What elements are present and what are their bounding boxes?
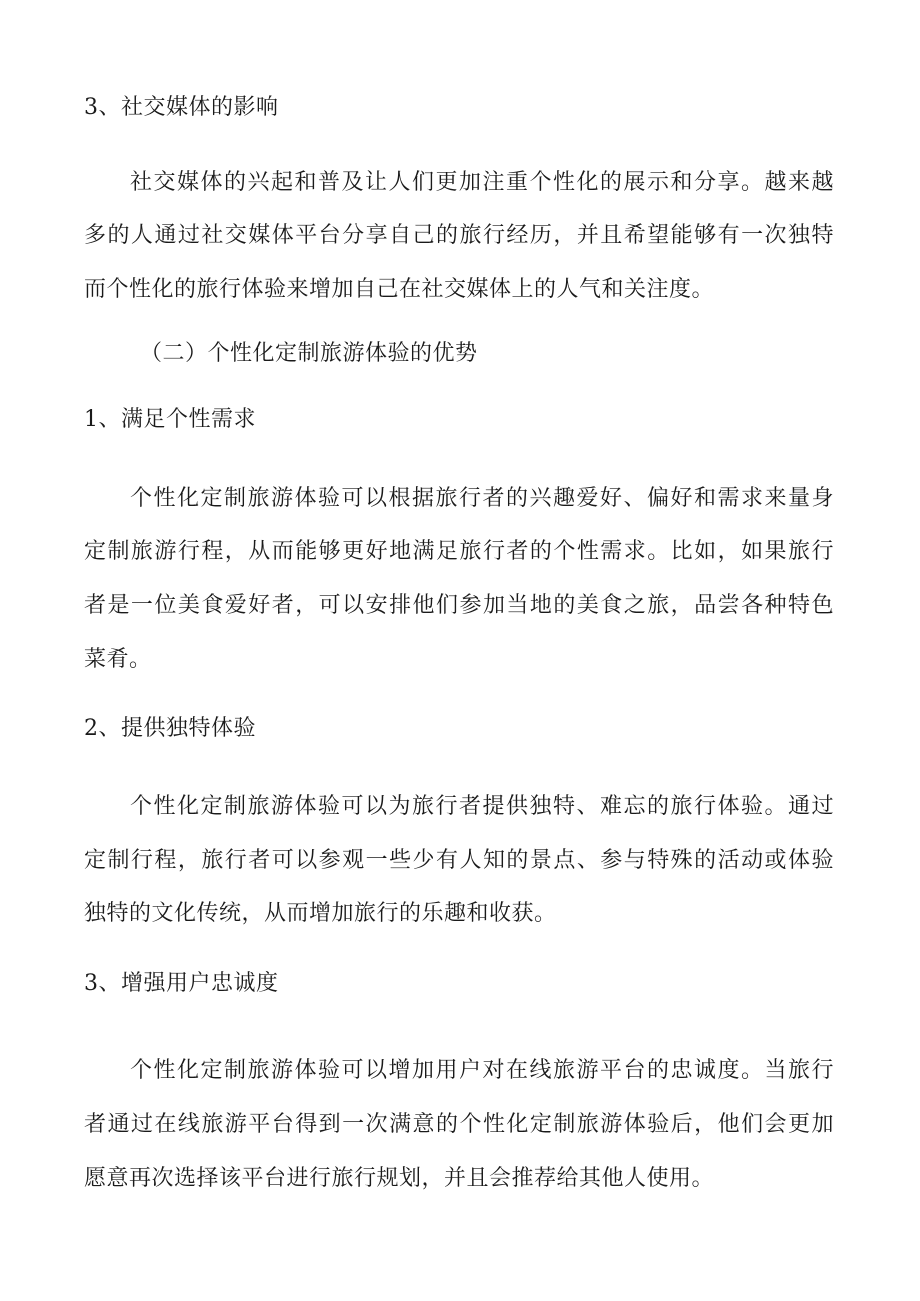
paragraph-line: 菜肴。 bbox=[84, 647, 152, 672]
paragraph-line: 多的人通过社交媒体平台分享自己的旅行经历，并且希望能够有一次独特 bbox=[84, 223, 834, 248]
section-heading-user-loyalty: 3、增强用户忠诚度 bbox=[84, 971, 279, 996]
subsection-heading-advantages: （二）个性化定制旅游体验的优势 bbox=[140, 341, 478, 366]
paragraph-line: 者通过在线旅游平台得到一次满意的个性化定制旅游体验后，他们会更加 bbox=[84, 1112, 834, 1137]
paragraph-line: 社交媒体的兴起和普及让人们更加注重个性化的展示和分享。越来越 bbox=[130, 170, 834, 195]
paragraph-line: 个性化定制旅游体验可以根据旅行者的兴趣爱好、偏好和需求来量身 bbox=[130, 486, 834, 511]
paragraph-line: 而个性化的旅行体验来增加自己在社交媒体上的人气和关注度。 bbox=[84, 277, 715, 302]
paragraph-line: 个性化定制旅游体验可以增加用户对在线旅游平台的忠诚度。当旅行 bbox=[130, 1058, 834, 1083]
paragraph-line: 定制旅游行程，从而能够更好地满足旅行者的个性需求。比如，如果旅行 bbox=[84, 539, 834, 564]
paragraph-line: 个性化定制旅游体验可以为旅行者提供独特、难忘的旅行体验。通过 bbox=[130, 794, 834, 819]
paragraph-line: 定制行程，旅行者可以参观一些少有人知的景点、参与特殊的活动或体验 bbox=[84, 848, 834, 873]
paragraph-line: 独特的文化传统，从而增加旅行的乐趣和收获。 bbox=[84, 901, 557, 926]
section-heading-personal-needs: 1、满足个性需求 bbox=[84, 407, 256, 432]
paragraph-line: 愿意再次选择该平台进行旅行规划，并且会推荐给其他人使用。 bbox=[84, 1166, 715, 1191]
paragraph-line: 者是一位美食爱好者，可以安排他们参加当地的美食之旅，品尝各种特色 bbox=[84, 593, 834, 618]
section-heading-unique-experience: 2、提供独特体验 bbox=[84, 716, 256, 741]
section-heading-social-media: 3、社交媒体的影响 bbox=[84, 95, 279, 120]
